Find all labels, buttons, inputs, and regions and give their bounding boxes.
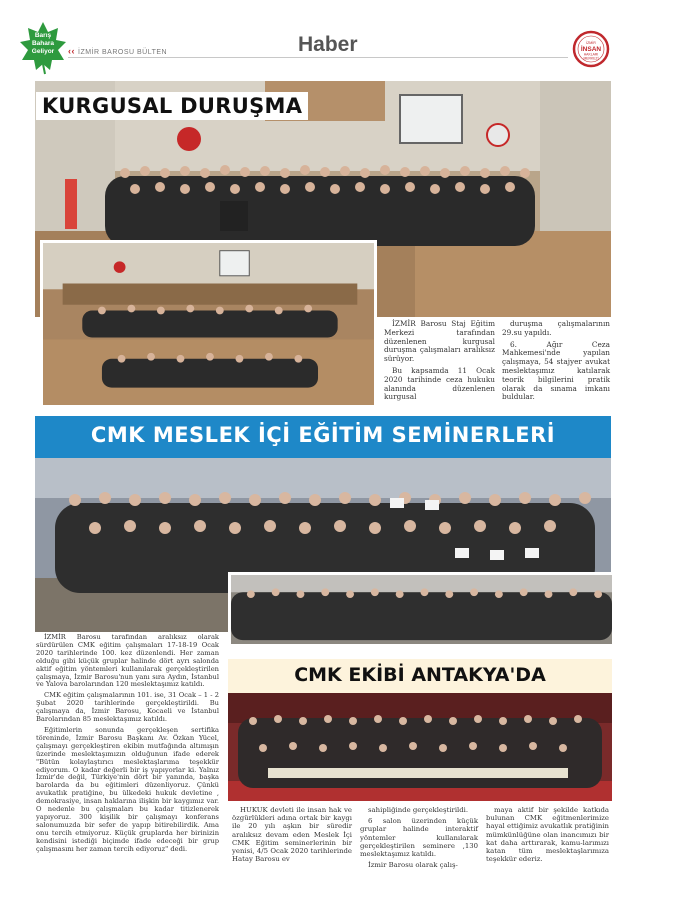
article3-column-2: sahipliğinde gerçekleştirildi. 6 salon üzerinden küçük gruplar halinde interaktif yöntemler kullanılarak gerçekleştirilen seminere ,130 meslektaşımız katıldı. İzmir Barosu olarak çalış- [360,806,478,870]
article1-column-1: İZMİR Barosu Staj Eğitim Merkezi tarafından düzenlenen kurgusal duruşma çalışmaları aralıksız sürüyor. Bu kapsamda 11 Ocak 2020 tarihinde ceza hukuku alanında düzenlenen kurgusal [384,319,495,402]
article3-column-3: maya aktif bir şekilde katkıda bulunan CMK eğitmenlerimize hayal ettiğimiz avukatlık pratiğinin mümkünlüğüne olan inancımızı bir kat daha arttırarak, kamu-larımızı katan tüm meslektaşlarımıza teşekkür ederiz. [486,806,609,864]
header-divider [68,57,568,58]
leaf-text-2: Bahara [31,40,55,47]
courtroom-audience-photo [40,240,377,408]
leaf-text-1: Barış [34,32,52,39]
article-title-cmk-seminerleri: CMK MESLEK İÇİ EĞİTİM SEMİNERLERİ [90,423,556,447]
human-rights-center-badge [572,30,610,68]
article-title-kurgusal: KURGUSAL DURUŞMA [36,92,308,120]
article2-body: İZMİR Barosu tarafından aralıksız olarak sürdürülen CMK eğitim çalışmaları 17-18-19 Ocak 2020 tarihlerinde 100. kez düzenlendi. Her zaman olduğu gibi küçük gruplar halinde dört ayrı salonda aktif eğitim yöntemleri kullanılarak gerçekleştirilen çalışmaya, İzmir Barosu'nun yanı sıra Aydın, İstanbul ve Yalova barolarından 120 meslektaşımız katıldı. CMK eğitim çalışmalarının 101. ise, 31 Ocak – 1 - 2 Şubat 2020 tarihlerinde gerçekleştirildi. Bu çalışmaya da, İzmir Barosu, Kocaeli ve İstanbul Barolarından 85 meslektaşımız katıldı. Eğitimlerin sonunda gerçekleşen sertifika töreninde, İzmir Barosu Başkanı Av. Özkan Yücel, çalışmayı gerçekleştiren ekibin mutfağında altımışın üzerinde meslektaşımızın olduğunun ifade ederek "Bütün kolaylaştırıcı meslektaşlarıma teşekkür ediyorum. O kadar değerli bir iş yapıyorlar ki. Yalnız İzmir'de değil, Türkiye'nin dört bir yanında, başka barolarda da bu eğitimleri düzenliyoruz. Çünkü avukatlık pratiğine, bu ülkedeki hukuk devletine , demokrasiye, insan haklarına ilişkin bir kaygımız var. O nedenle bu çalışmaları bu kadar titizlenerek yapıyoruz. 300 kişilik bir çalışmayı konferans salonumuzda bir sefer de yapıp bitirebilirdik. Ama onu tercih etmiyoruz. Küçük gruplarda her birinizin kendisini istediği biçimde ifade edeceği bir grup çalışmasını her zaman tercih ediyoruz" dedi. [36,633,219,853]
bulletin-label: ‹‹ İZMİR BAROSU BÜLTEN [68,46,168,56]
svg-text:MERKEZİ: MERKEZİ [583,56,599,61]
peace-leaf-logo [18,20,68,75]
svg-text:HAKLARI: HAKLARI [583,52,599,57]
article1-column-2: duruşma çalışmalarının 29.su yapıldı. 6. Ağır Ceza Mahkemesi'nde yapılan çalışmaya, 54 stajyer avukat meslektaşımız katılarak teorik bilgilerini pratik olarak da sınama imkanı buldular. [502,319,610,402]
seminar-group-photo-2 [228,572,612,644]
antakya-group-photo [228,693,612,801]
svg-text:İNSAN: İNSAN [580,46,602,53]
section-title: Haber [298,33,358,56]
leaf-text-3: Geliyor [31,48,55,55]
article-title-antakya: CMK EKİBİ ANTAKYA'DA [294,664,546,686]
svg-text:İZMİR: İZMİR [586,41,596,45]
article3-column-1: HUKUK devleti ile insan hak ve özgürlükleri adına ortak bir kaygı ile 20 yılı aşkın bir süredir aralıksız devam eden Meslek İçi CMK Eğitim seminerlerinin bir yenisi, 4/5 Ocak 2020 tarihlerinde Hatay Barosu ev [232,806,352,864]
